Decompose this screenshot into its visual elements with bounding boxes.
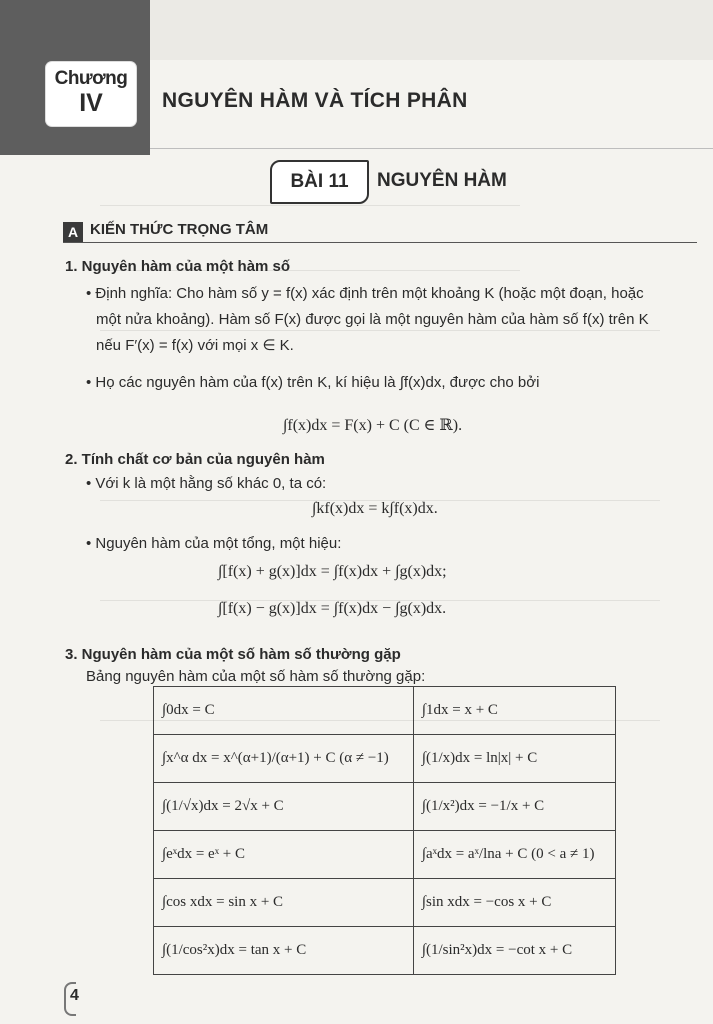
sum-difference-line: • Nguyên hàm của một tổng, một hiệu: bbox=[86, 531, 341, 557]
chapter-word: Chương bbox=[54, 68, 128, 89]
table-cell: ∫x^α dx = x^(α+1)/(α+1) + C (α ≠ −1) bbox=[154, 735, 414, 783]
section-divider bbox=[63, 242, 697, 243]
lesson-title: NGUYÊN HÀM bbox=[377, 170, 507, 191]
table-cell: ∫1dx = x + C bbox=[413, 687, 615, 735]
sum-formula: ∫[f(x) + g(x)]dx = ∫f(x)dx + ∫g(x)dx; bbox=[218, 563, 447, 580]
part1-heading: 1. Nguyên hàm của một hàm số bbox=[65, 258, 291, 275]
table-cell: ∫eˣdx = eˣ + C bbox=[154, 831, 414, 879]
table-cell: ∫0dx = C bbox=[154, 687, 414, 735]
difference-formula: ∫[f(x) − g(x)]dx = ∫f(x)dx − ∫g(x)dx. bbox=[218, 600, 447, 617]
antiderivative-table bbox=[153, 686, 616, 975]
table-row bbox=[154, 783, 616, 831]
table-cell: ∫sin xdx = −cos x + C bbox=[413, 879, 615, 927]
page-number: 4 bbox=[70, 987, 79, 1004]
table-cell: ∫(1/x²)dx = −1/x + C bbox=[413, 783, 615, 831]
definition-line-1: • Định nghĩa: Cho hàm số y = f(x) xác định trên một khoảng K (hoặc một đoạn, hoặc bbox=[86, 281, 701, 307]
part3-heading: 3. Nguyên hàm của một số hàm số thường gặp bbox=[65, 646, 401, 663]
table-row bbox=[154, 831, 616, 879]
part2-heading: 2. Tính chất cơ bản của nguyên hàm bbox=[65, 451, 325, 468]
constant-multiple-formula: ∫kf(x)dx = k∫f(x)dx. bbox=[312, 500, 438, 517]
table-row bbox=[154, 735, 616, 783]
definition-line-3: nếu F′(x) = f(x) với mọi x ∈ K. bbox=[96, 337, 294, 354]
section-title: KIẾN THỨC TRỌNG TÂM bbox=[90, 221, 269, 238]
table-cell: ∫cos xdx = sin x + C bbox=[154, 879, 414, 927]
table-cell: ∫(1/sin²x)dx = −cot x + C bbox=[413, 927, 615, 975]
table-row bbox=[154, 687, 616, 735]
chapter-title: NGUYÊN HÀM VÀ TÍCH PHÂN bbox=[162, 89, 468, 112]
header-divider bbox=[150, 148, 713, 149]
table-cell: ∫(1/x)dx = ln|x| + C bbox=[413, 735, 615, 783]
table-intro: Bảng nguyên hàm của một số hàm số thường gặp: bbox=[86, 668, 426, 685]
chapter-number: IV bbox=[79, 89, 103, 117]
lesson-label: BÀI 11 bbox=[270, 160, 369, 204]
constant-multiple-line: • Với k là một hằng số khác 0, ta có: bbox=[86, 471, 326, 497]
family-formula: ∫f(x)dx = F(x) + C (C ∈ ℝ). bbox=[283, 417, 463, 434]
table-cell: ∫(1/cos²x)dx = tan x + C bbox=[154, 927, 414, 975]
family-line: • Họ các nguyên hàm của f(x) trên K, kí hiệu là ∫f(x)dx, được cho bởi bbox=[86, 370, 686, 396]
definition-line-2: một nửa khoảng). Hàm số F(x) được gọi là một nguyên hàm của hàm số f(x) trên K bbox=[96, 311, 649, 328]
chapter-badge bbox=[46, 62, 136, 126]
table-cell: ∫(1/√x)dx = 2√x + C bbox=[154, 783, 414, 831]
section-badge: A bbox=[63, 222, 83, 242]
table-row bbox=[154, 927, 616, 975]
table-cell: ∫aˣdx = aˣ/lna + C (0 < a ≠ 1) bbox=[413, 831, 615, 879]
header-strip bbox=[150, 0, 713, 60]
table-row bbox=[154, 879, 616, 927]
